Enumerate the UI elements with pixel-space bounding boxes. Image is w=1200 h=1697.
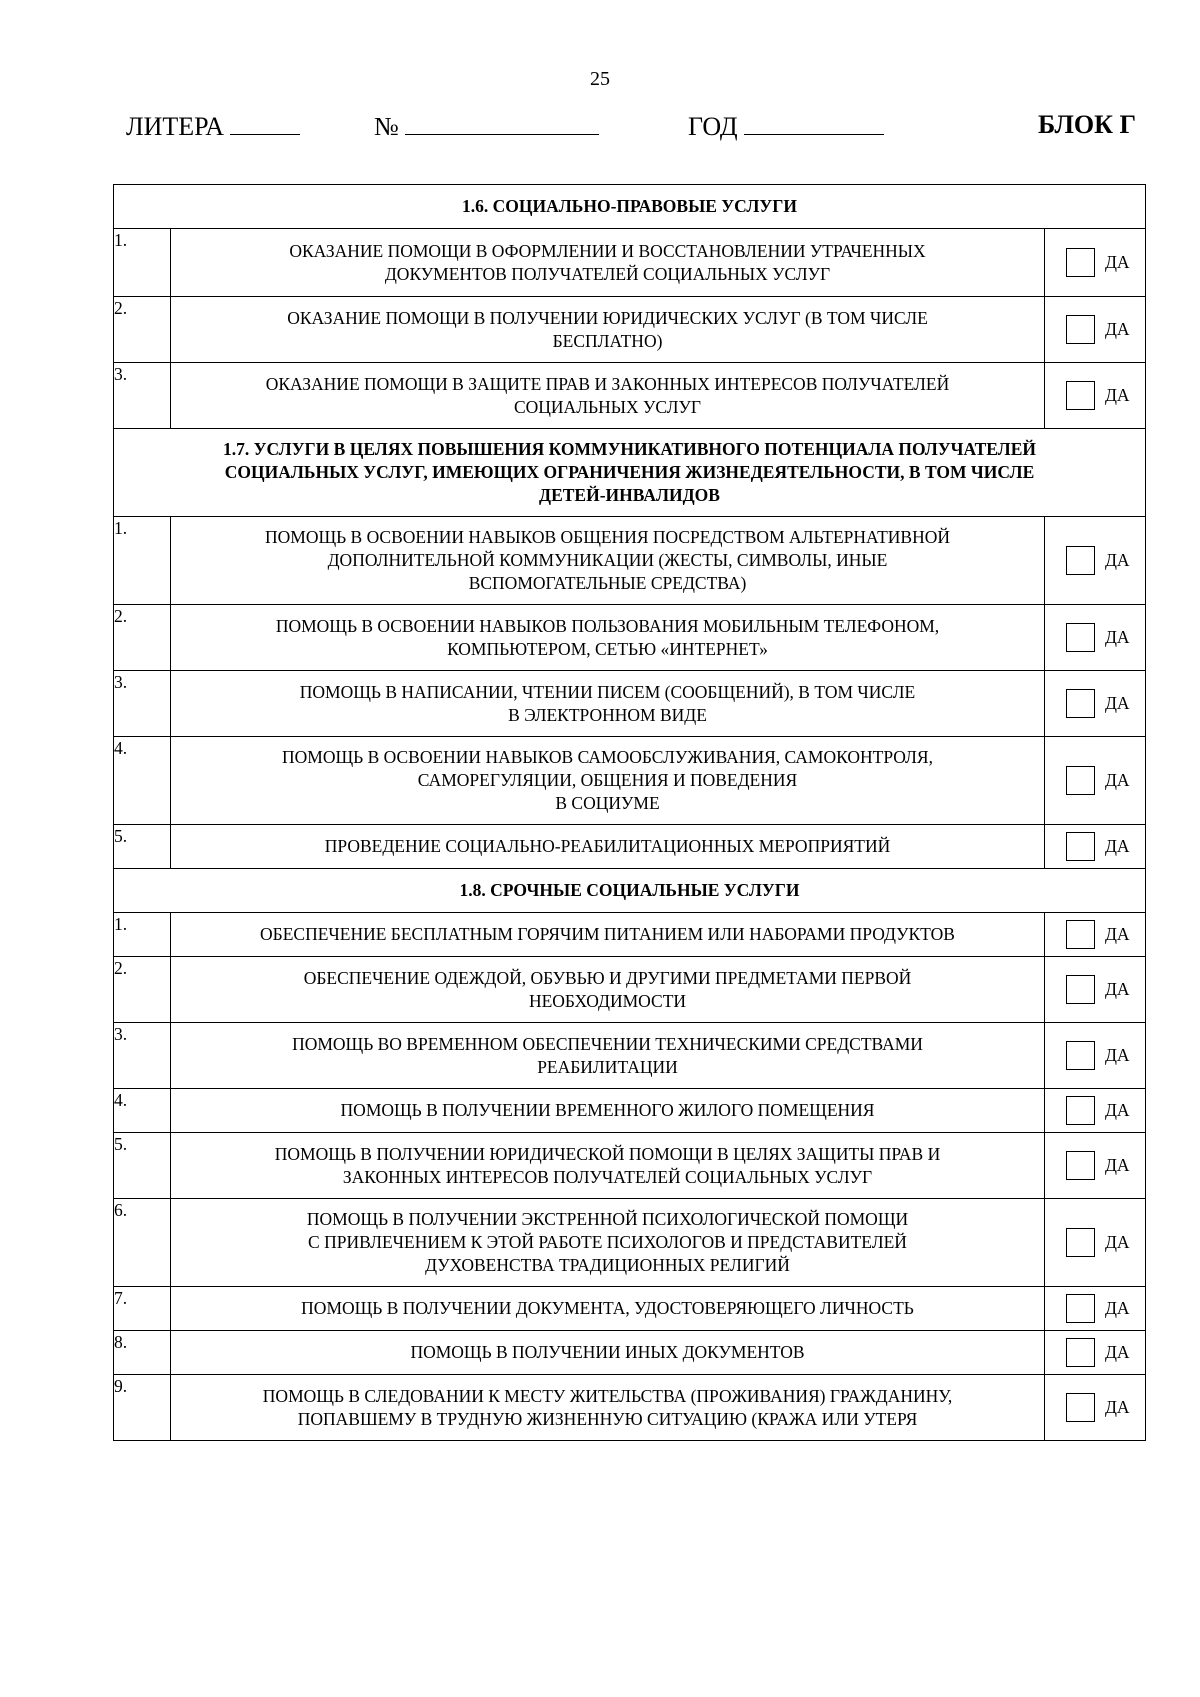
litera-input-line[interactable]: [230, 110, 300, 135]
yes-label: ДА: [1105, 924, 1130, 944]
service-number-cell: [114, 1375, 171, 1441]
service-text: ПОМОЩЬ ВО ВРЕМЕННОМ ОБЕСПЕЧЕНИИ ТЕХНИЧЕСКИМИ СРЕДСТВАМИ РЕАБИЛИТАЦИИ: [292, 1033, 923, 1077]
service-number: 4.: [114, 738, 128, 758]
service-number-cell: [114, 671, 171, 737]
service-number-cell: [114, 297, 171, 363]
service-text: ПОМОЩЬ В НАПИСАНИИ, ЧТЕНИИ ПИСЕМ (СООБЩЕНИЙ), В ТОМ ЧИСЛЕ В ЭЛЕКТРОННОМ ВИДЕ: [299, 681, 916, 725]
yes-label: ДА: [1105, 1155, 1130, 1175]
yes-checkbox[interactable]: [1066, 546, 1095, 575]
yes-checkbox-group: [1045, 1338, 1145, 1367]
checkbox-cell: [1045, 229, 1146, 297]
service-text: ПРОВЕДЕНИЕ СОЦИАЛЬНО-РЕАБИЛИТАЦИОННЫХ МЕРОПРИЯТИЙ: [324, 836, 891, 856]
number-input-line[interactable]: [405, 110, 599, 135]
service-number-cell: [114, 1199, 171, 1287]
service-row: [114, 363, 1146, 429]
number-label: №: [374, 112, 399, 141]
yes-label: ДА: [1105, 252, 1130, 272]
services-table: [113, 184, 1146, 1441]
section-header-row: [114, 185, 1146, 229]
yes-checkbox-group: [1045, 1228, 1145, 1257]
service-number-cell: [114, 1331, 171, 1375]
service-text-cell: [171, 957, 1045, 1023]
litera-label: ЛИТЕРА: [126, 112, 225, 141]
checkbox-cell: [1045, 737, 1146, 825]
service-row: [114, 229, 1146, 297]
checkbox-cell: [1045, 297, 1146, 363]
service-text: ОБЕСПЕЧЕНИЕ БЕСПЛАТНЫМ ГОРЯЧИМ ПИТАНИЕМ ИЛИ НАБОРАМИ ПРОДУКТОВ: [260, 924, 955, 944]
service-text: ПОМОЩЬ В ПОЛУЧЕНИИ ВРЕМЕННОГО ЖИЛОГО ПОМЕЩЕНИЯ: [340, 1100, 875, 1120]
service-number: 4.: [114, 1090, 128, 1110]
service-number: 8.: [114, 1332, 128, 1352]
service-text-cell: [171, 1375, 1045, 1441]
service-text: ОБЕСПЕЧЕНИЕ ОДЕЖДОЙ, ОБУВЬЮ И ДРУГИМИ ПРЕДМЕТАМИ ПЕРВОЙ НЕОБХОДИМОСТИ: [303, 967, 912, 1011]
service-text-cell: [171, 825, 1045, 869]
yes-checkbox-group: [1045, 832, 1145, 861]
service-number: 7.: [114, 1288, 128, 1308]
service-row: [114, 1089, 1146, 1133]
service-text: ПОМОЩЬ В ПОЛУЧЕНИИ ИНЫХ ДОКУМЕНТОВ: [410, 1342, 805, 1362]
yes-checkbox[interactable]: [1066, 1096, 1095, 1125]
yes-label: ДА: [1105, 1298, 1130, 1318]
service-row: [114, 737, 1146, 825]
service-row: [114, 1133, 1146, 1199]
yes-label: ДА: [1105, 385, 1130, 405]
yes-checkbox-group: [1045, 920, 1145, 949]
yes-label: ДА: [1105, 550, 1130, 570]
service-text-cell: [171, 1199, 1045, 1287]
service-text-cell: [171, 1089, 1045, 1133]
yes-checkbox-group: [1045, 1393, 1145, 1422]
yes-label: ДА: [1105, 770, 1130, 790]
service-row: [114, 517, 1146, 605]
service-number: 1.: [114, 914, 128, 934]
service-text-cell: [171, 1287, 1045, 1331]
yes-checkbox[interactable]: [1066, 1041, 1095, 1070]
yes-label: ДА: [1105, 627, 1130, 647]
service-number: 1.: [114, 518, 128, 538]
yes-checkbox[interactable]: [1066, 975, 1095, 1004]
service-number: 5.: [114, 826, 128, 846]
block-label: БЛОК Г: [1037, 110, 1136, 139]
service-text: ПОМОЩЬ В ОСВОЕНИИ НАВЫКОВ САМООБСЛУЖИВАНИЯ, САМОКОНТРОЛЯ, САМОРЕГУЛЯЦИИ, ОБЩЕНИЯ И ПОВЕДЕНИЯ В СОЦИУМЕ: [282, 747, 933, 813]
yes-label: ДА: [1105, 693, 1130, 713]
service-text: ПОМОЩЬ В ПОЛУЧЕНИИ ДОКУМЕНТА, УДОСТОВЕРЯЮЩЕГО ЛИЧНОСТЬ: [301, 1298, 914, 1318]
service-number-cell: [114, 605, 171, 671]
yes-checkbox[interactable]: [1066, 381, 1095, 410]
service-number-cell: [114, 737, 171, 825]
service-number-cell: [114, 825, 171, 869]
yes-checkbox-group: [1045, 1294, 1145, 1323]
yes-checkbox[interactable]: [1066, 248, 1095, 277]
yes-checkbox-group: [1045, 689, 1145, 718]
service-text: ПОМОЩЬ В СЛЕДОВАНИИ К МЕСТУ ЖИТЕЛЬСТВА (ПРОЖИВАНИЯ) ГРАЖДАНИНУ, ПОПАВШЕМУ В ТРУДНУЮ ЖИЗНЕННУЮ СИТУАЦИЮ (КРАЖА ИЛИ УТЕРЯ: [262, 1385, 953, 1429]
service-number: 5.: [114, 1134, 128, 1154]
service-number: 9.: [114, 1376, 128, 1396]
yes-checkbox[interactable]: [1066, 920, 1095, 949]
yes-checkbox[interactable]: [1066, 766, 1095, 795]
checkbox-cell: [1045, 1375, 1146, 1441]
service-row: [114, 825, 1146, 869]
checkbox-cell: [1045, 1023, 1146, 1089]
service-row: [114, 1375, 1146, 1441]
service-number: 2.: [114, 298, 128, 318]
section-header-row: [114, 869, 1146, 913]
year-input-line[interactable]: [744, 110, 884, 135]
yes-checkbox[interactable]: [1066, 1294, 1095, 1323]
section-title: 1.6. СОЦИАЛЬНО-ПРАВОВЫЕ УСЛУГИ: [462, 196, 797, 216]
section-title-cell: [114, 429, 1146, 517]
service-text-cell: [171, 297, 1045, 363]
service-text: ПОМОЩЬ В ПОЛУЧЕНИИ ЭКСТРЕННОЙ ПСИХОЛОГИЧЕСКОЙ ПОМОЩИ С ПРИВЛЕЧЕНИЕМ К ЭТОЙ РАБОТЕ ПСИХОЛОГОВ И ПРЕДСТАВИТЕЛЕЙ ДУХОВЕНСТВА ТРАДИЦИОННЫХ РЕЛИГИЙ: [306, 1209, 909, 1275]
service-text-cell: [171, 1133, 1045, 1199]
service-text: ПОМОЩЬ В ОСВОЕНИИ НАВЫКОВ ОБЩЕНИЯ ПОСРЕДСТВОМ АЛЬТЕРНАТИВНОЙ ДОПОЛНИТЕЛЬНОЙ КОММУНИКАЦИИ (ЖЕСТЫ, СИМВОЛЫ, ИНЫЕ ВСПОМОГАТЕЛЬНЫЕ СРЕДСТВА): [264, 527, 951, 593]
service-number: 3.: [114, 364, 128, 384]
service-number: 2.: [114, 958, 128, 978]
yes-label: ДА: [1105, 1397, 1130, 1417]
service-text-cell: [171, 1023, 1045, 1089]
yes-checkbox-group: [1045, 766, 1145, 795]
service-row: [114, 1287, 1146, 1331]
checkbox-cell: [1045, 605, 1146, 671]
service-number-cell: [114, 1023, 171, 1089]
yes-label: ДА: [1105, 979, 1130, 999]
year-label: ГОД: [688, 112, 738, 141]
yes-checkbox-group: [1045, 248, 1145, 277]
section-title-cell: [114, 185, 1146, 229]
checkbox-cell: [1045, 957, 1146, 1023]
service-number: 6.: [114, 1200, 128, 1220]
service-row: [114, 1199, 1146, 1287]
service-text-cell: [171, 1331, 1045, 1375]
service-number-cell: [114, 1133, 171, 1199]
yes-label: ДА: [1105, 1100, 1130, 1120]
yes-checkbox[interactable]: [1066, 832, 1095, 861]
service-number-cell: [114, 1287, 171, 1331]
section-title: 1.8. СРОЧНЫЕ СОЦИАЛЬНЫЕ УСЛУГИ: [459, 880, 800, 900]
service-number-cell: [114, 363, 171, 429]
yes-checkbox-group: [1045, 315, 1145, 344]
service-row: [114, 605, 1146, 671]
service-row: [114, 1331, 1146, 1375]
service-number-cell: [114, 957, 171, 1023]
section-title: 1.7. УСЛУГИ В ЦЕЛЯХ ПОВЫШЕНИЯ КОММУНИКАТИВНОГО ПОТЕНЦИАЛА ПОЛУЧАТЕЛЕЙ СОЦИАЛЬНЫХ УСЛУГ, ИМЕЮЩИХ ОГРАНИЧЕНИЯ ЖИЗНЕДЕЯТЕЛЬНОСТИ, В ТОМ ЧИСЛЕ ДЕТЕЙ-ИНВАЛИДОВ: [223, 439, 1037, 505]
service-text-cell: [171, 671, 1045, 737]
service-number: 2.: [114, 606, 128, 626]
service-row: [114, 297, 1146, 363]
checkbox-cell: [1045, 1331, 1146, 1375]
yes-checkbox-group: [1045, 623, 1145, 652]
yes-checkbox-group: [1045, 1041, 1145, 1070]
yes-checkbox[interactable]: [1066, 623, 1095, 652]
service-text: ПОМОЩЬ В ОСВОЕНИИ НАВЫКОВ ПОЛЬЗОВАНИЯ МОБИЛЬНЫМ ТЕЛЕФОНОМ, КОМПЬЮТЕРОМ, СЕТЬЮ «ИНТЕРНЕТ»: [275, 615, 940, 659]
yes-checkbox[interactable]: [1066, 1393, 1095, 1422]
yes-label: ДА: [1105, 836, 1130, 856]
yes-checkbox[interactable]: [1066, 1338, 1095, 1367]
service-number-cell: [114, 517, 171, 605]
litera-field: [126, 110, 300, 142]
service-text-cell: [171, 605, 1045, 671]
service-number: 3.: [114, 672, 128, 692]
service-text: ОКАЗАНИЕ ПОМОЩИ В ПОЛУЧЕНИИ ЮРИДИЧЕСКИХ УСЛУГ (В ТОМ ЧИСЛЕ БЕСПЛАТНО): [287, 307, 928, 351]
service-row: [114, 957, 1146, 1023]
yes-label: ДА: [1105, 319, 1130, 339]
checkbox-cell: [1045, 1133, 1146, 1199]
year-field: [688, 110, 884, 142]
yes-checkbox[interactable]: [1066, 1228, 1095, 1257]
yes-checkbox[interactable]: [1066, 689, 1095, 718]
service-number: 3.: [114, 1024, 128, 1044]
service-number-cell: [114, 229, 171, 297]
yes-label: ДА: [1105, 1045, 1130, 1065]
checkbox-cell: [1045, 1089, 1146, 1133]
checkbox-cell: [1045, 1199, 1146, 1287]
yes-label: ДА: [1105, 1342, 1130, 1362]
checkbox-cell: [1045, 1287, 1146, 1331]
page-number: 25: [590, 68, 610, 90]
service-text-cell: [171, 737, 1045, 825]
service-text: ПОМОЩЬ В ПОЛУЧЕНИИ ЮРИДИЧЕСКОЙ ПОМОЩИ В ЦЕЛЯХ ЗАЩИТЫ ПРАВ И ЗАКОННЫХ ИНТЕРЕСОВ ПОЛУЧАТЕЛЕЙ СОЦИАЛЬНЫХ УСЛУГ: [274, 1143, 941, 1187]
service-text-cell: [171, 363, 1045, 429]
yes-label: ДА: [1105, 1232, 1130, 1252]
yes-checkbox-group: [1045, 1096, 1145, 1125]
checkbox-cell: [1045, 671, 1146, 737]
service-text-cell: [171, 517, 1045, 605]
service-row: [114, 671, 1146, 737]
service-number: 1.: [114, 230, 128, 250]
section-header-row: [114, 429, 1146, 517]
yes-checkbox-group: [1045, 381, 1145, 410]
number-field: [374, 110, 599, 142]
service-text: ОКАЗАНИЕ ПОМОЩИ В ЗАЩИТЕ ПРАВ И ЗАКОННЫХ ИНТЕРЕСОВ ПОЛУЧАТЕЛЕЙ СОЦИАЛЬНЫХ УСЛУГ: [265, 373, 950, 417]
checkbox-cell: [1045, 913, 1146, 957]
service-text: ОКАЗАНИЕ ПОМОЩИ В ОФОРМЛЕНИИ И ВОССТАНОВЛЕНИИ УТРАЧЕННЫХ ДОКУМЕНТОВ ПОЛУЧАТЕЛЕЙ СОЦИАЛЬНЫХ УСЛУГ: [289, 240, 926, 284]
yes-checkbox-group: [1045, 1151, 1145, 1180]
service-row: [114, 1023, 1146, 1089]
section-title-cell: [114, 869, 1146, 913]
form-header: [126, 110, 1136, 144]
checkbox-cell: [1045, 825, 1146, 869]
yes-checkbox[interactable]: [1066, 1151, 1095, 1180]
service-text-cell: [171, 913, 1045, 957]
service-text-cell: [171, 229, 1045, 297]
checkbox-cell: [1045, 517, 1146, 605]
service-number-cell: [114, 913, 171, 957]
service-row: [114, 913, 1146, 957]
yes-checkbox[interactable]: [1066, 315, 1095, 344]
checkbox-cell: [1045, 363, 1146, 429]
yes-checkbox-group: [1045, 546, 1145, 575]
yes-checkbox-group: [1045, 975, 1145, 1004]
service-number-cell: [114, 1089, 171, 1133]
